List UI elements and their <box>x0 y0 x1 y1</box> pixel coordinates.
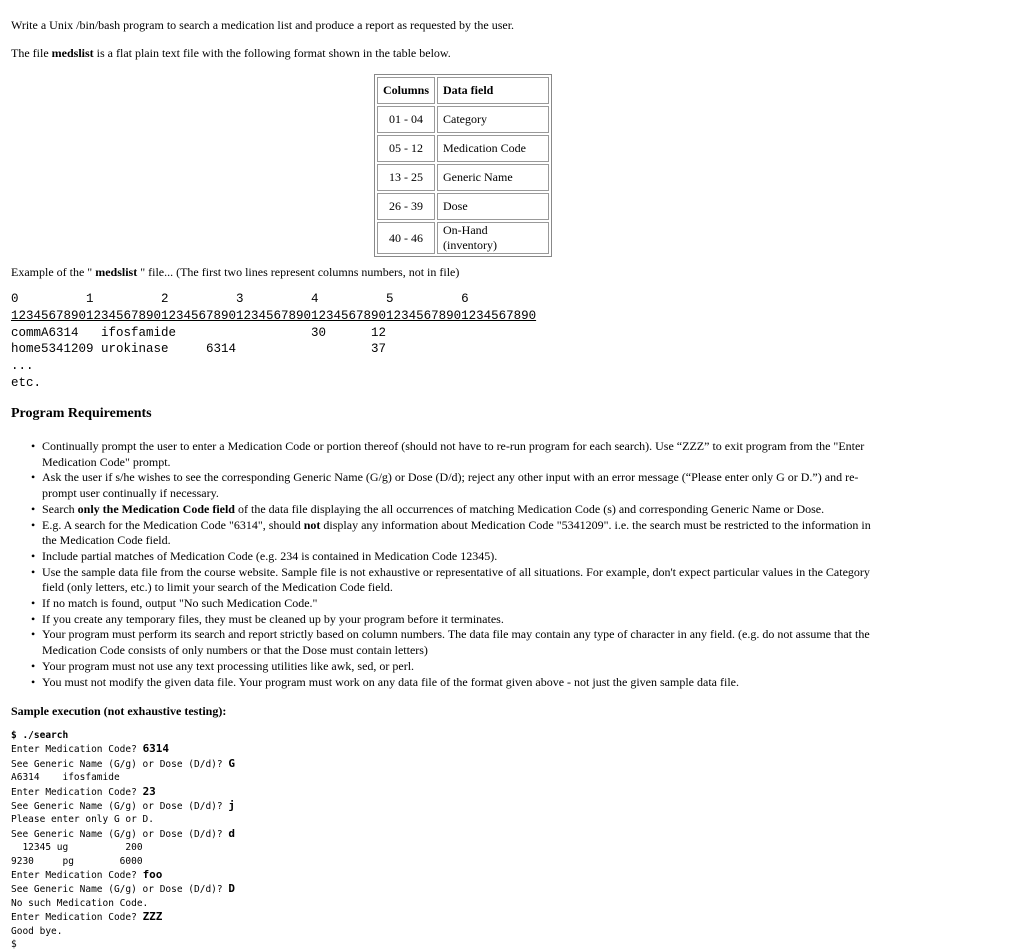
list-item: • Your program must not use any text processing utilities like awk, sed, or perl. <box>42 659 922 675</box>
terminal-user-input: j <box>228 799 235 813</box>
list-item: • Your program must perform its search and report strictly based on column numbers. The data file may contain any type of character in any field. (e.g. do not assume that the Medication Code consists of only numbers or that the Dose must contain letters) <box>42 627 922 658</box>
list-item: • Use the sample data file from the course website. Sample file is not exhaustive or representative of all situations. For example, don't expect particular values in the Category field (only letters, etc.) to limit your search of the Medication Code field. <box>42 565 922 596</box>
terminal-prompt-text: Please enter only G or D. <box>11 814 154 826</box>
example-ellipsis: ... <box>11 359 34 374</box>
list-item: • If you create any temporary files, they must be cleaned up by your program before it terminates. <box>42 612 922 628</box>
terminal-prompt-text: Enter Medication Code? <box>11 912 143 924</box>
terminal-line <box>11 882 235 896</box>
column-header: Data field <box>437 77 549 104</box>
table-row <box>377 222 549 254</box>
terminal-user-input: 23 <box>142 784 156 798</box>
column-ruler-tens: 0 1 2 3 4 5 6 <box>11 292 469 306</box>
table-cell: 05 - 12 <box>377 135 435 162</box>
terminal-line <box>11 729 235 742</box>
intro-line-2: The file medslist is a flat plain text file with the following format shown in the table below. <box>11 46 451 60</box>
terminal-line <box>11 742 235 756</box>
terminal-line <box>11 799 235 813</box>
terminal-prompt-text: 9230 pg 6000 <box>11 855 143 867</box>
terminal-user-input: d <box>228 826 235 840</box>
terminal-line <box>11 813 235 826</box>
table-row <box>377 135 549 162</box>
table-row <box>377 164 549 191</box>
column-header: Columns <box>377 77 435 104</box>
table-cell: Medication Code <box>437 135 549 162</box>
table-cell: Generic Name <box>437 164 549 191</box>
terminal-user-input: foo <box>142 868 163 882</box>
terminal-prompt-text: See Generic Name (G/g) or Dose (D/d)? <box>11 758 229 770</box>
table-row <box>377 193 549 220</box>
list-item: • Include partial matches of Medication Code (e.g. 234 is contained in Medication Code 12345). <box>42 549 922 565</box>
terminal-line <box>11 938 235 951</box>
table-cell: 26 - 39 <box>377 193 435 220</box>
terminal-prompt-text: A6314 ifosfamide <box>11 772 120 784</box>
list-item: • You must not modify the given data file. Your program must work on any data file of the format given above - not just the given sample data file. <box>42 675 922 691</box>
example-file-block <box>11 291 536 392</box>
terminal-user-input: D <box>228 882 235 896</box>
terminal-prompt-text: Enter Medication Code? <box>11 786 143 798</box>
example-record: commA6314 ifosfamide 30 12 <box>11 325 387 340</box>
terminal-line <box>11 897 235 910</box>
terminal-user-input: G <box>228 756 235 770</box>
column-ruler-units: 1234567890123456789012345678901234567890123456789012345678901234567890 <box>11 308 537 323</box>
table-cell: 40 - 46 <box>377 222 435 254</box>
list-item: • Ask the user if s/he wishes to see the corresponding Generic Name (G/g) or Dose (D/d); reject any other input with an error message (“Please enter only G or D.”) and re- prompt user continually if necessary. <box>42 470 922 501</box>
table-row <box>377 106 549 133</box>
terminal-user-input: ZZZ <box>142 910 163 924</box>
list-item: • E.g. A search for the Medication Code "6314", should not display any information about Medication Code "5341209". i.e. the search must be restricted to the information in the Medication Code field. <box>42 518 922 549</box>
list-item: • If no match is found, output "No such Medication Code." <box>42 596 922 612</box>
sample-heading: Sample execution (not exhaustive testing): <box>11 704 227 718</box>
table-header-row <box>377 77 549 104</box>
list-item: • Search only the Medication Code field of the data file displaying the all occurrences of matching Medication Code (s) and corresponding Generic Name or Dose. <box>42 502 922 518</box>
example-record: home5341209 urokinase 6314 37 <box>11 342 387 357</box>
table-cell: On-Hand (inventory) <box>437 222 549 254</box>
terminal-line <box>11 855 235 868</box>
terminal-line <box>11 757 235 771</box>
terminal-line <box>11 925 235 938</box>
terminal-line <box>11 841 235 854</box>
terminal-prompt-text: No such Medication Code. <box>11 897 149 909</box>
terminal-prompt-text: Enter Medication Code? <box>11 744 143 756</box>
requirements-heading: Program Requirements <box>11 406 152 421</box>
table-cell: 01 - 04 <box>377 106 435 133</box>
terminal-prompt-text: See Generic Name (G/g) or Dose (D/d)? <box>11 884 229 896</box>
terminal-prompt-text: 12345 ug 200 <box>11 842 143 854</box>
terminal-line <box>11 771 235 784</box>
terminal-prompt-text: See Generic Name (G/g) or Dose (D/d)? <box>11 801 229 813</box>
requirements-list <box>42 439 922 690</box>
terminal-line <box>11 785 235 799</box>
terminal-prompt-text: Enter Medication Code? <box>11 870 143 882</box>
terminal-line <box>11 868 235 882</box>
terminal-prompt-text: See Generic Name (G/g) or Dose (D/d)? <box>11 828 229 840</box>
terminal-prompt-text: Good bye. <box>11 925 63 937</box>
terminal-line <box>11 910 235 924</box>
terminal-user-input: 6314 <box>142 742 170 756</box>
terminal-prompt-text: $ ./search <box>11 730 69 741</box>
example-caption: Example of the " medslist " file... (The first two lines represent columns numbers, not in file) <box>11 265 460 279</box>
terminal-prompt-text: $ <box>11 939 17 951</box>
terminal-line <box>11 827 235 841</box>
table-cell: 13 - 25 <box>377 164 435 191</box>
format-table <box>374 74 552 257</box>
intro-line-1: Write a Unix /bin/bash program to search a medication list and produce a report as requested by the user. <box>11 18 515 32</box>
sample-terminal-output <box>11 729 235 952</box>
list-item: • Continually prompt the user to enter a Medication Code or portion thereof (should not have to re-run program for each search). Use “ZZZ” to exit program from the "Enter Medication Code" prompt. <box>42 439 922 470</box>
example-etc: etc. <box>11 375 42 390</box>
table-cell: Dose <box>437 193 549 220</box>
table-cell: Category <box>437 106 549 133</box>
